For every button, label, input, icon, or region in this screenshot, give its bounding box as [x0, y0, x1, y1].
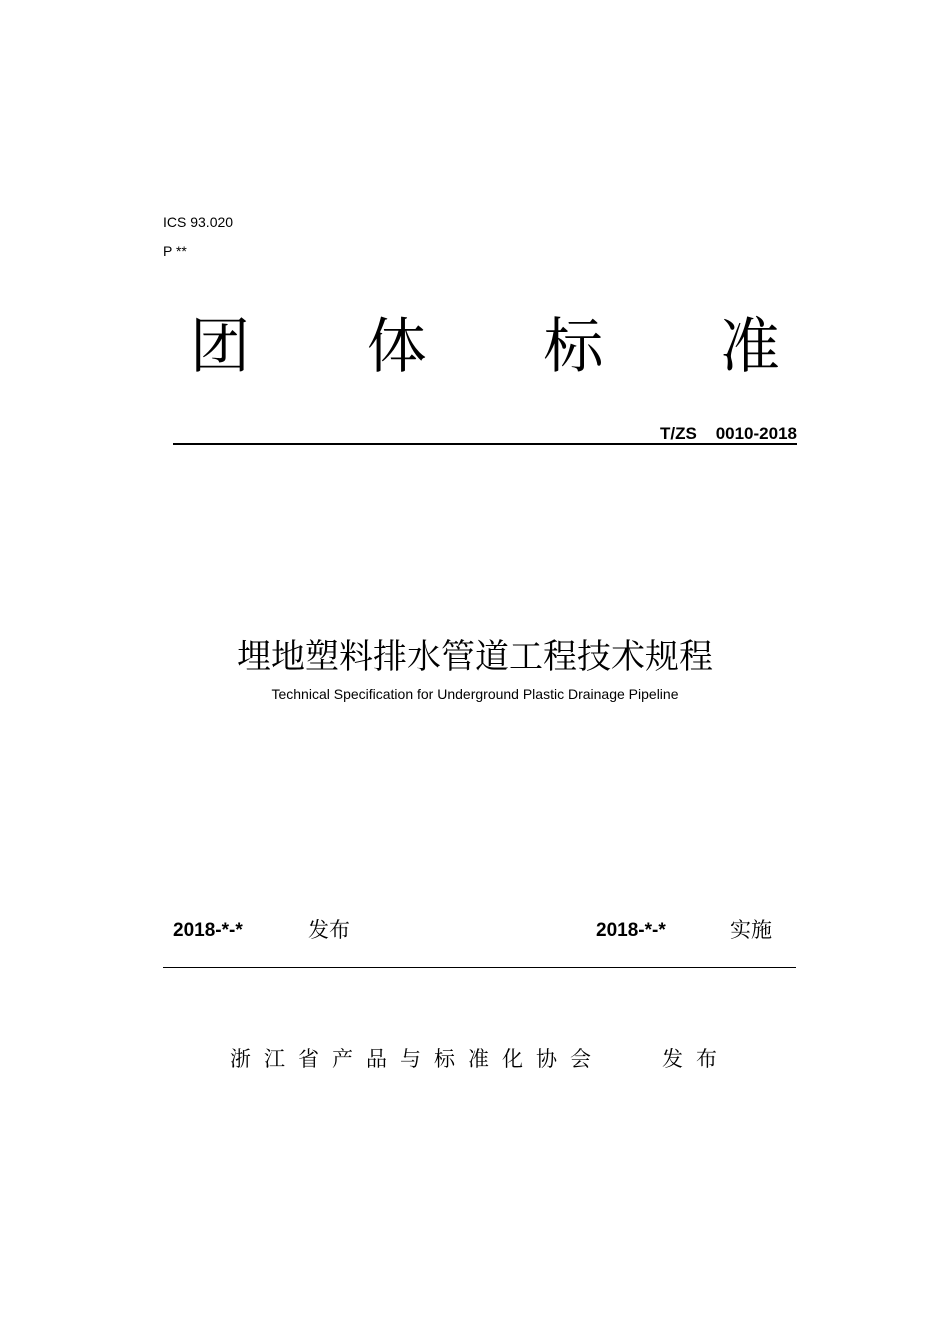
classification-code: P ** — [163, 243, 187, 259]
standard-code: T/ZS 0010-2018 — [659, 424, 797, 443]
standard-type-char: 准 — [719, 312, 780, 382]
publish-date: 2018-*-* — [173, 920, 243, 941]
implement-label: 实施 — [730, 918, 772, 942]
header-divider — [173, 443, 797, 445]
document-title-english: Technical Specification for Underground Plastic Drainage Pipeline — [271, 686, 679, 702]
standard-type-char: 标 — [543, 312, 604, 382]
implement-date: 2018-*-* — [596, 920, 666, 941]
standard-type-title — [185, 310, 785, 385]
ics-code: ICS 93.020 — [163, 214, 234, 230]
footer-divider — [163, 967, 796, 968]
publisher-action: 发布 — [662, 1047, 730, 1071]
standard-type-char: 体 — [366, 312, 427, 382]
standard-type-char: 团 — [190, 312, 250, 382]
publish-label: 发布 — [308, 918, 350, 942]
publisher-name: 浙江省产品与标准化协会 — [230, 1047, 604, 1071]
document-title: 埋地塑料排水管道工程技术规程 — [237, 637, 713, 677]
